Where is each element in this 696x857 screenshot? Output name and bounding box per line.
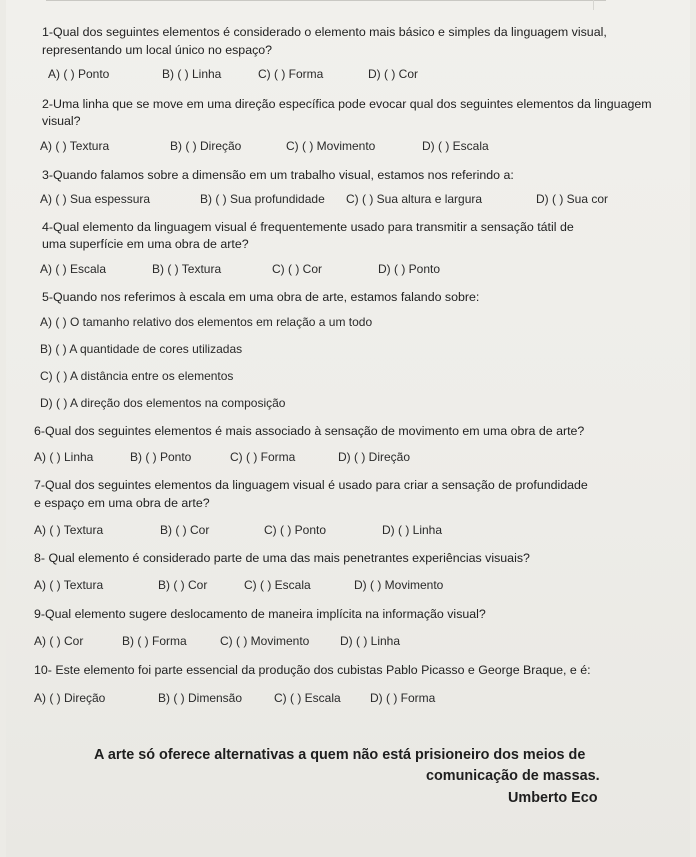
question-1-text-line-2: representando um local único no espaço? xyxy=(42,43,273,57)
question-2-option-d[interactable]: D) ( ) Escala xyxy=(422,139,489,153)
question-4-text-line-1: 4-Qual elemento da linguagem visual é frequentemente usado para transmitir a sensação tátil de xyxy=(42,220,574,234)
question-6-option-d[interactable]: D) ( ) Direção xyxy=(338,450,411,464)
question-9-text-line-1: 9-Qual elemento sugere deslocamento de maneira implícita na informação visual? xyxy=(34,607,486,621)
question-3-option-a[interactable]: A) ( ) Sua espessura xyxy=(40,192,151,206)
question-10-text-line-1: 10- Este elemento foi parte essencial da produção dos cubistas Pablo Picasso e George Braque, e é: xyxy=(34,663,591,677)
top-edge-mark xyxy=(593,0,594,10)
question-2-option-b[interactable]: B) ( ) Direção xyxy=(170,139,242,153)
question-1-text-line-1: 1-Qual dos seguintes elementos é considerado o elemento mais básico e simples da linguagem visual, xyxy=(42,25,607,39)
question-3-option-b[interactable]: B) ( ) Sua profundidade xyxy=(200,192,325,206)
question-4-option-b[interactable]: B) ( ) Textura xyxy=(152,262,222,276)
question-5-text-line-1: 5-Quando nos referimos à escala em uma obra de arte, estamos falando sobre: xyxy=(42,290,480,304)
question-3-option-c[interactable]: C) ( ) Sua altura e largura xyxy=(346,192,483,206)
question-8-text-line-1: 8- Qual elemento é considerado parte de uma das mais penetrantes experiências visuais? xyxy=(34,551,530,565)
question-8-option-b[interactable]: B) ( ) Cor xyxy=(158,578,208,592)
question-9-option-c[interactable]: C) ( ) Movimento xyxy=(220,634,310,648)
question-10-option-d[interactable]: D) ( ) Forma xyxy=(370,691,436,705)
question-6-option-b[interactable]: B) ( ) Ponto xyxy=(130,450,192,464)
question-7-text-line-2: e espaço em uma obra de arte? xyxy=(34,496,210,510)
question-3-text-line-1: 3-Quando falamos sobre a dimensão em um trabalho visual, estamos nos referindo a: xyxy=(42,168,514,182)
question-6-text-line-1: 6-Qual dos seguintes elementos é mais associado à sensação de movimento em uma obra de arte? xyxy=(34,424,585,438)
question-5-option-d[interactable]: D) ( ) A direção dos elementos na composição xyxy=(40,396,286,410)
question-4-option-c[interactable]: C) ( ) Cor xyxy=(272,262,322,276)
question-9-option-b[interactable]: B) ( ) Forma xyxy=(122,634,187,648)
question-10-option-a[interactable]: A) ( ) Direção xyxy=(34,691,106,705)
question-5-option-c[interactable]: C) ( ) A distância entre os elementos xyxy=(40,369,234,383)
question-5-option-a[interactable]: A) ( ) O tamanho relativo dos elementos em relação a um todo xyxy=(40,315,373,329)
question-7-option-d[interactable]: D) ( ) Linha xyxy=(382,523,443,537)
quote-author: Umberto Eco xyxy=(508,790,598,806)
question-6-option-a[interactable]: A) ( ) Linha xyxy=(34,450,94,464)
question-4-option-d[interactable]: D) ( ) Ponto xyxy=(378,262,441,276)
question-2-text-line-2: visual? xyxy=(42,114,81,128)
question-2-option-c[interactable]: C) ( ) Movimento xyxy=(286,139,376,153)
question-1-option-b[interactable]: B) ( ) Linha xyxy=(162,67,222,81)
question-8-option-a[interactable]: A) ( ) Textura xyxy=(34,578,104,592)
question-8-option-d[interactable]: D) ( ) Movimento xyxy=(354,578,444,592)
question-3-option-d[interactable]: D) ( ) Sua cor xyxy=(536,192,609,206)
question-1-option-a[interactable]: A) ( ) Ponto xyxy=(48,67,110,81)
question-2-text-line-1: 2-Uma linha que se move em uma direção específica pode evocar qual dos seguintes elementos da linguagem xyxy=(42,97,652,111)
question-5-option-b[interactable]: B) ( ) A quantidade de cores utilizadas xyxy=(40,342,243,356)
quote-line-2: comunicação de massas. xyxy=(426,768,600,784)
question-8-option-c[interactable]: C) ( ) Escala xyxy=(244,578,311,592)
question-4-text-line-2: uma superfície em uma obra de arte? xyxy=(42,237,249,251)
quote-line-1: A arte só oferece alternativas a quem não está prisioneiro dos meios de xyxy=(94,747,586,763)
question-9-option-a[interactable]: A) ( ) Cor xyxy=(34,634,84,648)
question-10-option-c[interactable]: C) ( ) Escala xyxy=(274,691,341,705)
top-edge-line xyxy=(46,0,606,1)
question-9-option-d[interactable]: D) ( ) Linha xyxy=(340,634,401,648)
question-2-option-a[interactable]: A) ( ) Textura xyxy=(40,139,110,153)
question-7-option-c[interactable]: C) ( ) Ponto xyxy=(264,523,327,537)
question-10-option-b[interactable]: B) ( ) Dimensão xyxy=(158,691,243,705)
question-7-option-a[interactable]: A) ( ) Textura xyxy=(34,523,104,537)
question-7-option-b[interactable]: B) ( ) Cor xyxy=(160,523,210,537)
question-1-option-c[interactable]: C) ( ) Forma xyxy=(258,67,324,81)
question-7-text-line-1: 7-Qual dos seguintes elementos da linguagem visual é usado para criar a sensação de profundidade xyxy=(34,478,588,492)
question-4-option-a[interactable]: A) ( ) Escala xyxy=(40,262,107,276)
worksheet-page xyxy=(6,0,690,857)
question-6-option-c[interactable]: C) ( ) Forma xyxy=(230,450,296,464)
question-1-option-d[interactable]: D) ( ) Cor xyxy=(368,67,418,81)
